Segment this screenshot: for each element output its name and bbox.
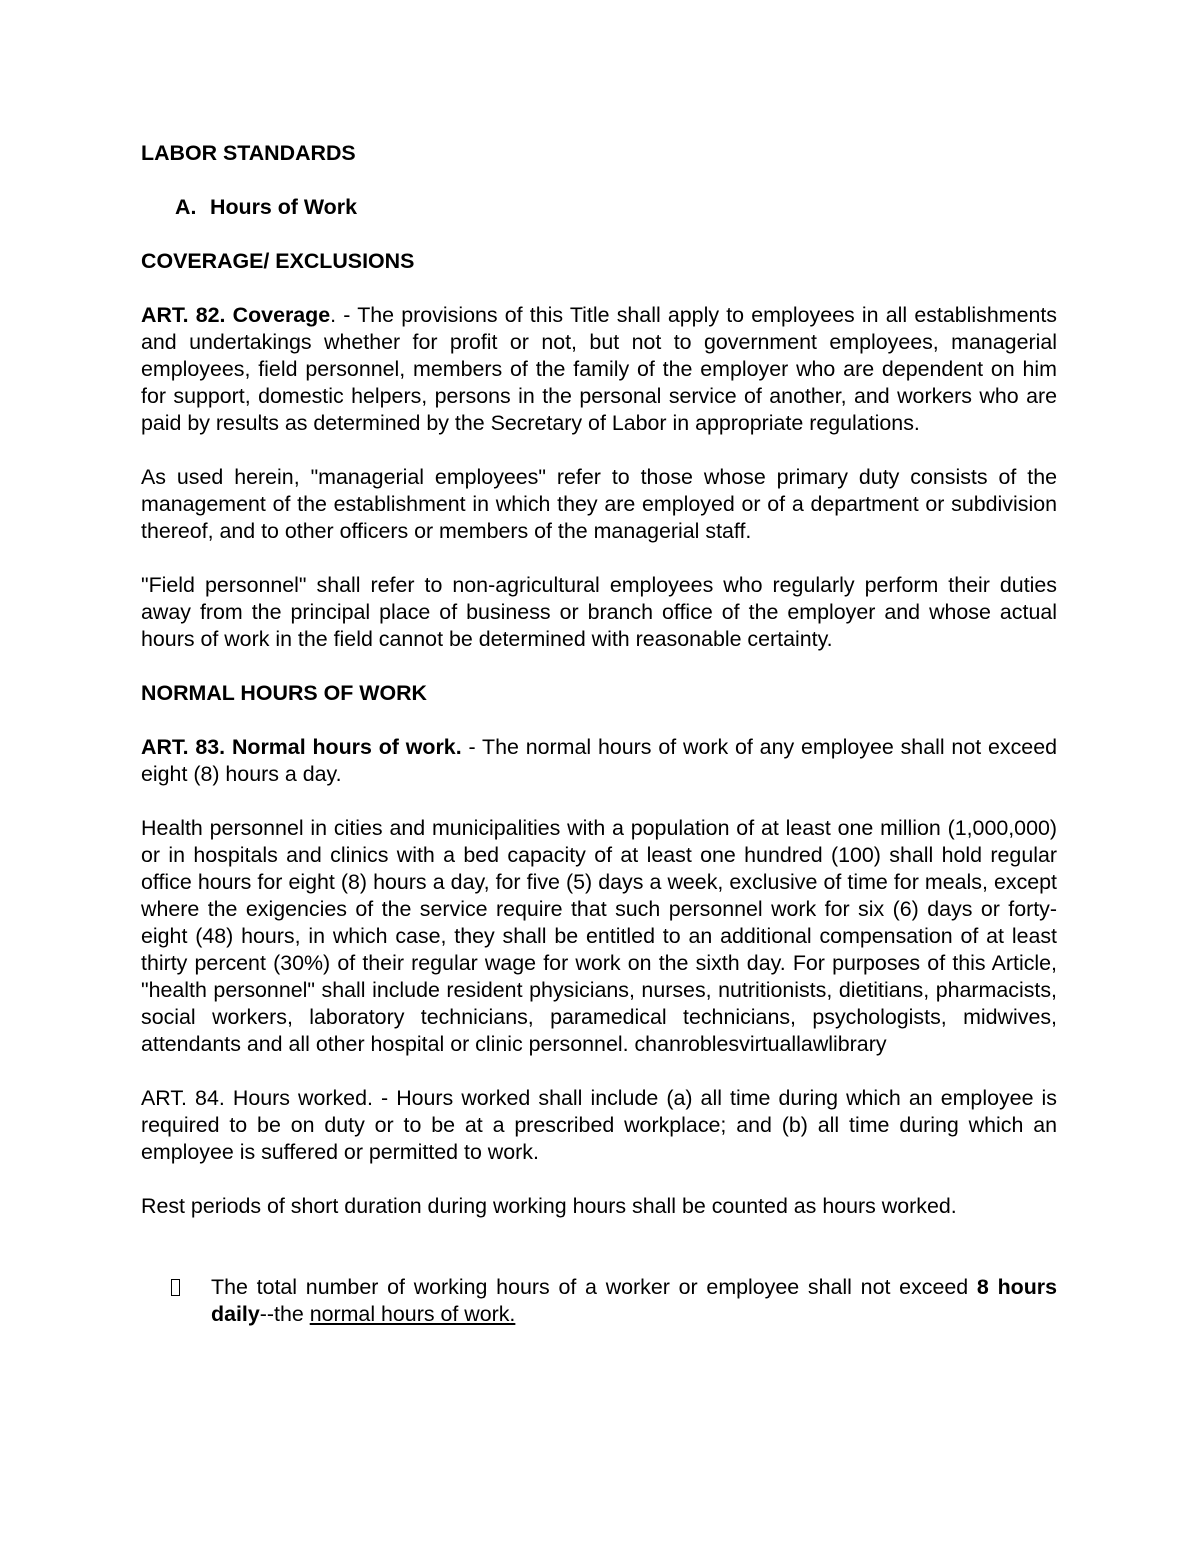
managerial-paragraph: As used herein, "managerial employees" refer to those whose primary duty consists of the management of the establishment in which they are employed or of a department or subdivision thereof, and to other officers or members of the managerial staff. [141,465,1057,543]
bullet-underlined: normal hours of work. [309,1302,516,1326]
art83-paragraph [141,734,1057,788]
art84-paragraph: ART. 84. Hours worked. - Hours worked shall include (a) all time during which an employee is required to be on duty or to be at a prescribed workplace; and (b) all time during which an employee is suffered or permitted to work. [141,1086,1057,1164]
section-number: A. [175,195,197,219]
coverage-heading: COVERAGE/ EXCLUSIONS [141,249,415,273]
bullet-mid: --the [259,1302,310,1326]
section-label: Hours of Work [210,195,357,219]
bullet-lead: The total number of working hours of a worker or employee shall not exceed [211,1275,977,1299]
section-heading [141,194,1057,221]
art83-label: ART. 83. Normal hours of work. [141,735,462,759]
bullet-text [211,1274,1057,1328]
bullet-icon [141,1274,211,1328]
rest-periods-paragraph: Rest periods of short duration during working hours shall be counted as hours worked. [141,1194,957,1218]
art82-paragraph [141,302,1057,437]
document-body [141,140,1057,1328]
art82-label: ART. 82. Coverage [141,303,331,327]
bullet-bold: 8 hours daily [211,1275,1057,1326]
document-title: LABOR STANDARDS [141,141,356,165]
art82-text: . - The provisions of this Title shall apply to employees in all establishments and undertakings whether for profit or not, but not to government employees, managerial employees, field personnel, members of the family of the employer who are dependent on him for support, domestic helpers, persons in the personal service of another, and workers who are paid by results as determined by the Secretary of Labor in appropriate regulations. [141,303,1057,435]
list-item [141,1274,1057,1328]
field-personnel-paragraph: "Field personnel" shall refer to non-agricultural employees who regularly perform their duties away from the principal place of business or branch office of the employer and whose actual hours of work in the field cannot be determined with reasonable certainty. [141,573,1057,651]
health-personnel-paragraph: Health personnel in cities and municipalities with a population of at least one million (1,000,000) or in hospitals and clinics with a bed capacity of at least one hundred (100) shall hold regular office hours for eight (8) hours a day, for five (5) days a week, exclusive of time for meals, except where the exigencies of the service require that such personnel work for six (6) days or forty-eight (48) hours, in which case, they shall be entitled to an additional compensation of at least thirty percent (30%) of their regular wage for work on the sixth day. For purposes of this Article, "health personnel" shall include resident physicians, nurses, nutritionists, dietitians, pharmacists, social workers, laboratory technicians, paramedical technicians, psychologists, midwives, attendants and all other hospital or clinic personnel. chanroblesvirtuallawlibrary [141,816,1057,1056]
art83-text: - The normal hours of work of any employee shall not exceed eight (8) hours a day. [141,735,1057,786]
normal-hours-heading: NORMAL HOURS OF WORK [141,681,427,705]
